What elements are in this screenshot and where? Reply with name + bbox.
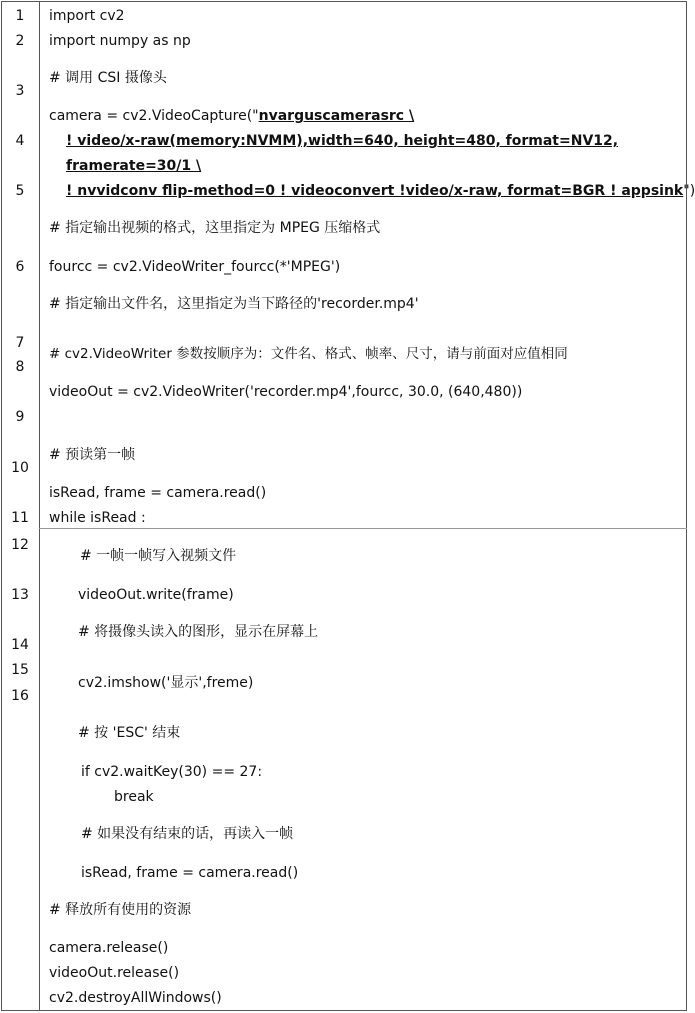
line-number: 1 (15, 8, 25, 24)
code-line: videoOut.write(frame) (78, 587, 234, 603)
code-comment: # 将摄像头读入的图形，显示在屏幕上 (78, 624, 319, 640)
code-line: break (114, 789, 154, 805)
code-comment: # 一帧一帧写入视频文件 (80, 548, 237, 564)
code-comment: # cv2.VideoWriter 参数按顺序为：文件名、格式、帧率、尺寸，请与前面对应值相同 (49, 346, 568, 362)
code-line (66, 158, 201, 174)
code-line: import cv2 (49, 8, 125, 24)
line-number: 11 (11, 510, 29, 526)
code-line: cv2.imshow('显示',freme) (78, 675, 254, 691)
code-line: videoOut = cv2.VideoWriter('recorder.mp4',fourcc, 30.0, (640,480)) (49, 384, 523, 400)
gstreamer-pipeline-part: ! video/x-raw(memory:NVMM),width=640, height=480, format=NV12, (66, 133, 619, 149)
line-number: 14 (11, 637, 29, 653)
code-line: camera.release() (49, 940, 169, 956)
code-line (49, 108, 414, 124)
line-number: 4 (15, 133, 25, 149)
gstreamer-pipeline-part: nvarguscamerasrc \ (258, 108, 415, 124)
line-number: 7 (15, 335, 25, 351)
code-line: fourcc = cv2.VideoWriter_fourcc(*'MPEG') (49, 259, 341, 275)
code-comment: # 指定输出视频的格式，这里指定为 MPEG 压缩格式 (49, 220, 381, 236)
line-number: 5 (15, 183, 25, 199)
line-number: 6 (15, 259, 25, 275)
line-number: 8 (15, 359, 25, 375)
code-comment: # 按 'ESC' 结束 (78, 725, 181, 741)
line-number: 12 (11, 537, 29, 553)
code-line: isRead, frame = camera.read() (49, 485, 267, 501)
row-divider (39, 528, 687, 529)
code-line: isRead, frame = camera.read() (81, 865, 299, 881)
code-comment: # 预读第一帧 (49, 447, 136, 463)
gstreamer-pipeline-part: framerate=30/1 \ (66, 158, 202, 174)
code-line: import numpy as np (49, 33, 191, 49)
code-line: while isRead : (49, 510, 146, 526)
column-divider (39, 1, 40, 1011)
line-number: 10 (11, 460, 29, 476)
line-number: 2 (15, 33, 25, 49)
line-number: 13 (11, 587, 29, 603)
line-number: 9 (15, 409, 25, 425)
gstreamer-pipeline-part: ! nvvidconv flip-method=0 ! videoconvert !video/x-raw, format=BGR ! appsink (66, 183, 684, 199)
line-number: 3 (15, 83, 25, 99)
line-number: 15 (11, 662, 29, 678)
code-line: cv2.destroyAllWindows() (49, 990, 222, 1006)
camera-assign: camera = cv2.VideoCapture(" (49, 108, 259, 124)
code-line (66, 133, 618, 149)
camera-assign-end: ") (683, 183, 695, 199)
table-border (1, 1, 687, 1011)
code-line: videoOut.release() (49, 965, 180, 981)
code-line: if cv2.waitKey(30) == 27: (81, 764, 263, 780)
code-line (66, 183, 695, 199)
line-number: 16 (11, 688, 29, 704)
code-comment: # 如果没有结束的话，再读入一帧 (81, 826, 294, 842)
code-comment: # 指定输出文件名，这里指定为当下路径的'recorder.mp4' (49, 296, 419, 312)
code-comment: # 调用 CSI 摄像头 (49, 70, 167, 86)
code-comment: # 释放所有使用的资源 (49, 902, 192, 918)
